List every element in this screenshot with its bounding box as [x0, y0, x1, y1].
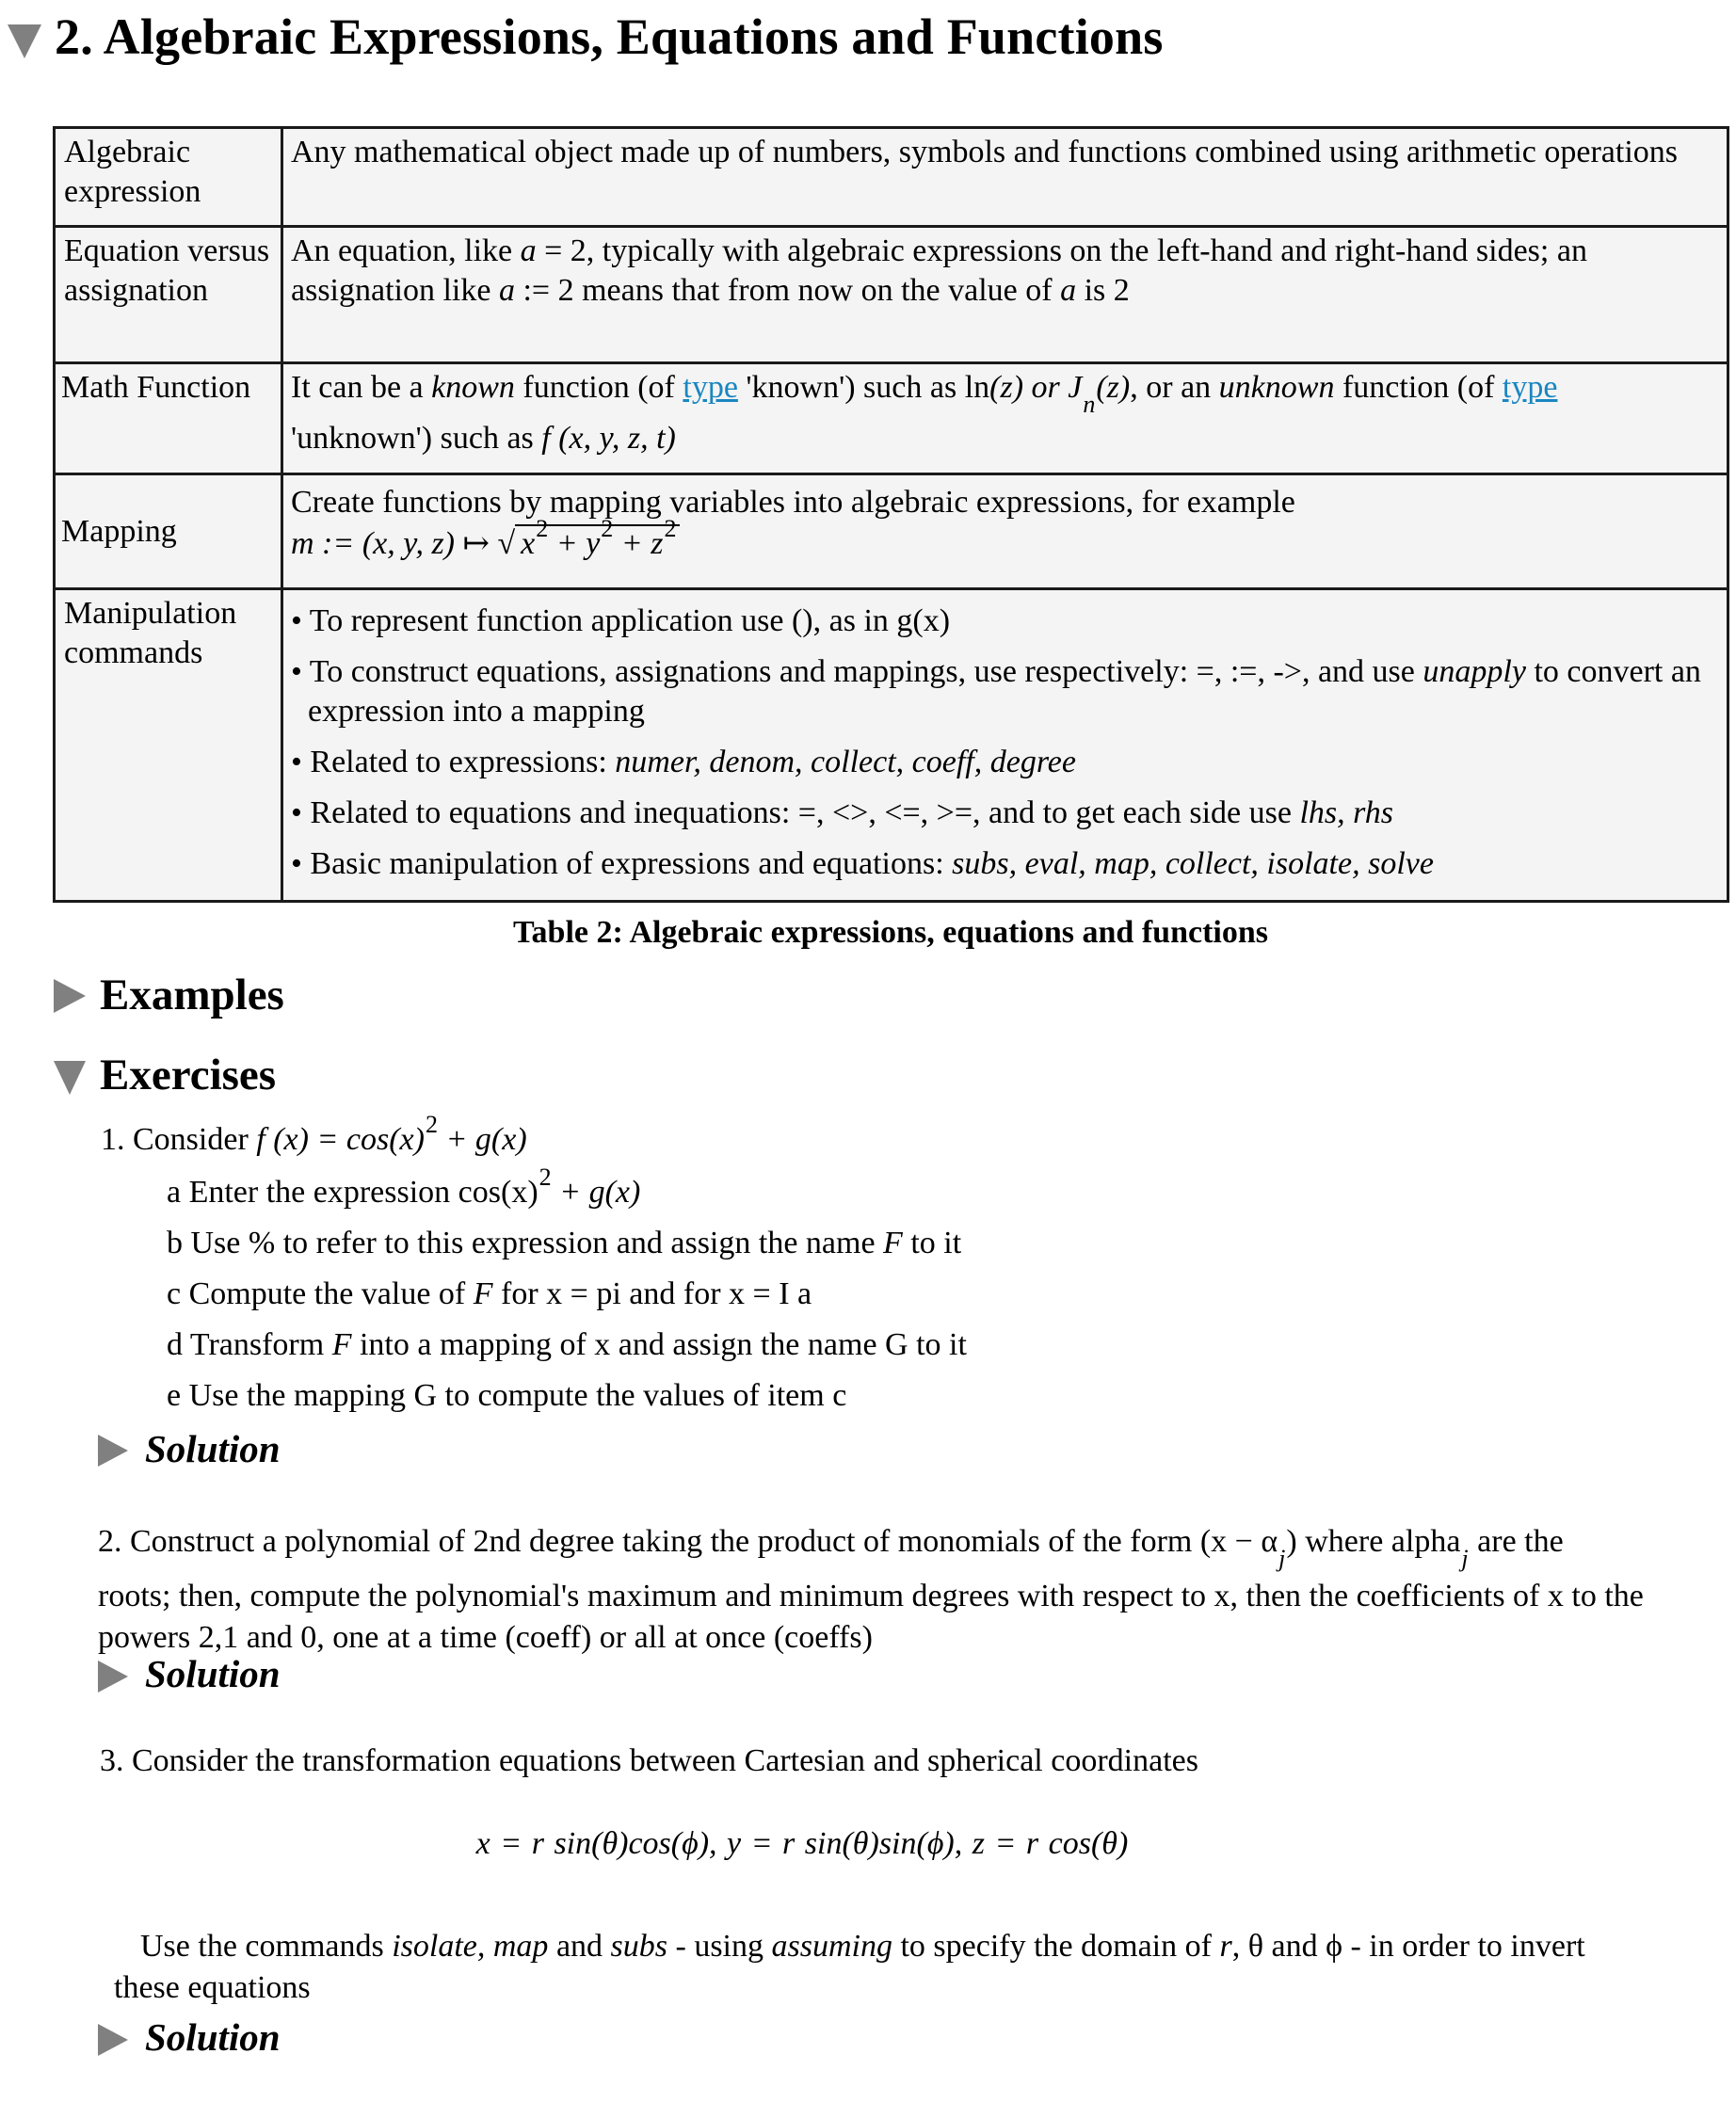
- command-name: subs: [610, 1929, 667, 1964]
- definition-cell: [282, 227, 1728, 363]
- definition-text: = 2, typically with algebraic expressions on the left-hand and right-hand sides; an assignation like: [291, 233, 1587, 308]
- exercise-3-intro: 3. Consider the transformation equations between Cartesian and spherical coordinates: [100, 1743, 1198, 1778]
- solution-toggle[interactable]: Solution: [145, 1652, 281, 1695]
- bullet-text: To construct equations, assignations and mappings, use respectively: =, :=, ->, and use: [309, 654, 1423, 689]
- math-superscript: 2: [601, 515, 614, 542]
- mapping-example: [291, 515, 1719, 564]
- math-expr: (z): [989, 370, 1024, 405]
- math-var: r: [1219, 1929, 1232, 1964]
- definition-text: It can be a: [291, 370, 432, 405]
- bullet-text: To represent function application use (), as in g(x): [309, 603, 951, 638]
- bullet-text: Related to equations and inequations: =, <>, <=, >=, and to get each side use: [310, 795, 1300, 830]
- bullet-text: Basic manipulation of expressions and equations:: [310, 846, 953, 881]
- coordinate-equations: [0, 1826, 1736, 1862]
- type-link[interactable]: type: [683, 370, 738, 405]
- definition-cell: [282, 363, 1728, 474]
- term-label: Equation versus assignation: [64, 233, 270, 308]
- exercise-1-item-a: [167, 1163, 641, 1211]
- math-expr: + g(x): [551, 1175, 641, 1210]
- term-label: Math Function: [61, 370, 251, 405]
- collapse-triangle-icon[interactable]: [54, 1061, 86, 1095]
- emphasis-text: known: [431, 370, 515, 405]
- exercise-text: Use % to refer to this expression and assign the name: [190, 1226, 884, 1260]
- definition-text: or J: [1023, 370, 1083, 405]
- math-superscript: 2: [425, 1111, 438, 1138]
- math-expr: m := (x, y, z) ↦ √: [291, 526, 516, 561]
- item-label: d: [167, 1327, 183, 1362]
- solution-toggle[interactable]: Solution: [145, 2015, 281, 2059]
- exercise-3-text: [114, 1926, 1733, 2009]
- expand-triangle-icon[interactable]: [98, 1661, 128, 1693]
- item-label: e: [167, 1378, 182, 1413]
- term-cell: [55, 474, 282, 589]
- collapse-triangle-icon[interactable]: [8, 24, 41, 58]
- table-row: [55, 128, 1728, 227]
- exercise-text: Compute the value of: [188, 1276, 474, 1311]
- definitions-table: [53, 126, 1729, 903]
- bullet-item: • To represent function application use (), as in g(x): [291, 603, 951, 638]
- exercise-text: Use the commands: [140, 1929, 393, 1964]
- exercise-text: , θ and ϕ - in order to invert: [1231, 1929, 1585, 1964]
- math-expr: f (x) = cos(x): [256, 1122, 425, 1157]
- math-expr: x = r sin(θ)cos(ϕ), y = r sin(θ)sin(ϕ), z = r cos(θ): [475, 1826, 1129, 1861]
- item-label: b: [167, 1226, 183, 1260]
- exercise-1-item-b: [167, 1226, 961, 1261]
- table-caption: [0, 915, 1736, 951]
- command-name: numer, denom, collect, coeff, degree: [615, 745, 1076, 779]
- math-var: + y: [548, 526, 601, 561]
- math-superscript: 2: [664, 515, 677, 542]
- definition-text: is 2: [1076, 273, 1130, 308]
- term-cell: [55, 589, 282, 902]
- table-row: [55, 589, 1728, 902]
- math-expr: + g(x): [437, 1122, 527, 1157]
- exercise-text: Use the mapping G to compute the values of item c: [188, 1378, 847, 1413]
- term-cell: [55, 128, 282, 227]
- exercise-line: roots; then, compute the polynomial's maximum and minimum degrees with respect to x, then the coefficients of x to the: [98, 1579, 1644, 1613]
- bullet-item: • To construct equations, assignations and mappings, use respectively: =, :=, ->, and use unapply to convert an expression into a mapping: [291, 654, 1701, 729]
- math-superscript: 2: [538, 1163, 552, 1191]
- exercise-line: [98, 1521, 1736, 1572]
- term-cell: [55, 363, 282, 474]
- definition-text: , or an: [1130, 370, 1219, 405]
- definition-text: 'unknown') such as: [291, 421, 542, 456]
- emphasis-text: unknown: [1218, 370, 1335, 405]
- math-superscript: 2: [536, 515, 549, 542]
- exercise-text: 2. Construct a polynomial of 2nd degree taking the product of monomials of the form (x − α: [98, 1524, 1278, 1559]
- math-var: + z: [613, 526, 664, 561]
- exercise-text: Enter the expression cos(x): [188, 1175, 538, 1210]
- command-name: assuming: [771, 1929, 892, 1964]
- exercises-heading[interactable]: Exercises: [100, 1051, 277, 1099]
- term-label: Manipulation commands: [64, 596, 237, 670]
- section-title: 2. Algebraic Expressions, Equations and Functions: [55, 8, 1164, 65]
- command-name: unapply: [1423, 654, 1526, 689]
- bullet-item: • Related to equations and inequations: =, <>, <=, >=, and to get each side use lhs, rhs: [291, 795, 1393, 830]
- exercise-text: Transform: [189, 1327, 332, 1362]
- exercise-text: 1. Consider: [101, 1122, 257, 1157]
- bullet-text: to convert an expression into a mapping: [308, 654, 1701, 729]
- exercise-1-intro: [101, 1111, 527, 1158]
- definition-text: := 2 means that from now on the value of: [514, 273, 1061, 308]
- math-subscript: n: [1083, 391, 1096, 418]
- math-var: a: [520, 233, 537, 268]
- expand-triangle-icon[interactable]: [98, 2024, 128, 2056]
- exercise-line: these equations: [114, 1970, 311, 2005]
- item-label: c: [167, 1276, 182, 1311]
- expand-triangle-icon[interactable]: [54, 979, 86, 1013]
- definition-text: An equation, like: [291, 233, 521, 268]
- exercise-1-item-e: [167, 1378, 846, 1414]
- exercise-text: for x = pi and for x = I a: [492, 1276, 812, 1311]
- math-var: F: [331, 1327, 352, 1362]
- command-name: isolate, map: [392, 1929, 549, 1964]
- expand-triangle-icon[interactable]: [98, 1435, 128, 1467]
- exercise-text: - using: [667, 1929, 772, 1964]
- term-label: Algebraic expression: [64, 135, 201, 209]
- definition-text: Any mathematical object made up of numbers, symbols and functions combined using arithmetic operations: [291, 135, 1678, 169]
- definition-cell: [282, 589, 1728, 902]
- bullet-text: Related to expressions:: [310, 745, 616, 779]
- exercise-text: and: [548, 1929, 611, 1964]
- table-row: [55, 363, 1728, 474]
- math-var: x: [521, 526, 536, 561]
- definition-line: [291, 419, 1719, 458]
- math-subscript: j: [1278, 1545, 1286, 1572]
- definition-text: Create functions by mapping variables into algebraic expressions, for example: [291, 485, 1295, 520]
- term-cell: [55, 227, 282, 363]
- item-label: a: [167, 1175, 182, 1210]
- math-expr: f (x, y, z, t): [541, 421, 676, 456]
- exercise-1-item-d: [167, 1327, 967, 1363]
- exercise-1-item-c: [167, 1276, 812, 1312]
- exercise-text: to it: [902, 1226, 962, 1260]
- math-var: a: [1060, 273, 1077, 308]
- term-label: Mapping: [61, 513, 177, 549]
- type-link[interactable]: type: [1502, 370, 1558, 405]
- exercise-text: are the: [1469, 1524, 1564, 1559]
- table-row: [55, 474, 1728, 589]
- definition-text: 'known') such as ln: [737, 370, 990, 405]
- bullet-item: • Related to expressions: numer, denom, collect, coeff, degree: [291, 745, 1076, 779]
- exercise-text: into a mapping of x and assign the name G to it: [351, 1327, 967, 1362]
- examples-heading[interactable]: Examples: [100, 971, 284, 1019]
- caption-text: Table 2: Algebraic expressions, equations and functions: [513, 915, 1268, 950]
- exercise-text: ) where alpha: [1286, 1524, 1461, 1559]
- exercise-line: [114, 1926, 1733, 1967]
- exercise-2-text: [98, 1521, 1736, 1659]
- math-expr: (z): [1096, 370, 1131, 405]
- radicand: [515, 515, 680, 564]
- exercise-line: powers 2,1 and 0, one at a time (coeff) or all at once (coeffs): [98, 1620, 873, 1655]
- bullet-item: • Basic manipulation of expressions and equations: subs, eval, map, collect, isolate, solve: [291, 846, 1434, 881]
- definition-cell: [282, 474, 1728, 589]
- command-name: subs, eval, map, collect, isolate, solve: [952, 846, 1434, 881]
- math-var: F: [473, 1276, 493, 1311]
- definition-text: function (of: [1334, 370, 1503, 405]
- math-var: a: [498, 273, 515, 308]
- exercise-text: to specify the domain of: [892, 1929, 1220, 1964]
- math-var: F: [883, 1226, 903, 1260]
- definition-cell: [282, 128, 1728, 227]
- math-subscript: j: [1461, 1545, 1469, 1572]
- solution-toggle[interactable]: Solution: [145, 1427, 281, 1470]
- definition-text: function (of: [514, 370, 683, 405]
- table-row: [55, 227, 1728, 363]
- command-name: lhs, rhs: [1299, 795, 1393, 830]
